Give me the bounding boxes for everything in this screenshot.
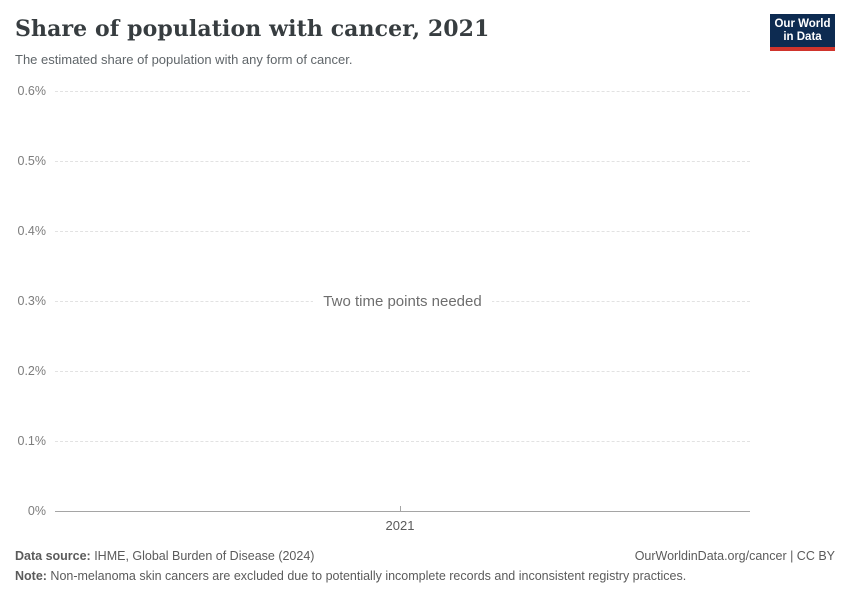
xtick-2021 xyxy=(400,506,401,511)
owid-logo-text-line1: Our World xyxy=(774,18,831,30)
data-source-label: Data source: xyxy=(15,549,91,563)
note-text: Non-melanoma skin cancers are excluded due to potentially incomplete records and inconsistent registry practices. xyxy=(46,569,687,583)
owid-logo[interactable] xyxy=(770,14,835,51)
chart-footer xyxy=(15,548,835,585)
gridline-0.2 xyxy=(55,371,750,372)
attribution-link[interactable]: OurWorldinData.org/cancer | CC BY xyxy=(634,549,835,563)
ytick-label-0: 0% xyxy=(27,504,46,518)
ytick-label-0.1: 0.1% xyxy=(17,434,46,448)
owid-logo-text-line2: in Data xyxy=(783,31,822,43)
gridline-0.1 xyxy=(55,441,750,442)
gridline-0.6 xyxy=(55,91,750,92)
note-line xyxy=(15,568,835,585)
ytick-label-0.6: 0.6% xyxy=(17,84,46,98)
gridline-0.5 xyxy=(55,161,750,162)
data-source-value: IHME, Global Burden of Disease (2024) xyxy=(90,549,315,563)
ytick-label-0.5: 0.5% xyxy=(17,154,46,168)
ytick-label-0.4: 0.4% xyxy=(17,224,46,238)
chart-subtitle: The estimated share of population with any form of cancer. xyxy=(15,52,353,67)
page-title: Share of population with cancer, 2021 xyxy=(15,16,490,42)
ytick-label-0.2: 0.2% xyxy=(17,364,46,378)
empty-state-message: Two time points needed xyxy=(55,292,750,311)
chart-header xyxy=(15,14,750,68)
gridline-0.4 xyxy=(55,231,750,232)
data-source-line xyxy=(15,548,314,565)
x-axis-line xyxy=(55,511,750,512)
note-label: Note: xyxy=(15,569,47,583)
xtick-label-2021: 2021 xyxy=(385,518,415,533)
ytick-label-0.3: 0.3% xyxy=(17,294,46,308)
